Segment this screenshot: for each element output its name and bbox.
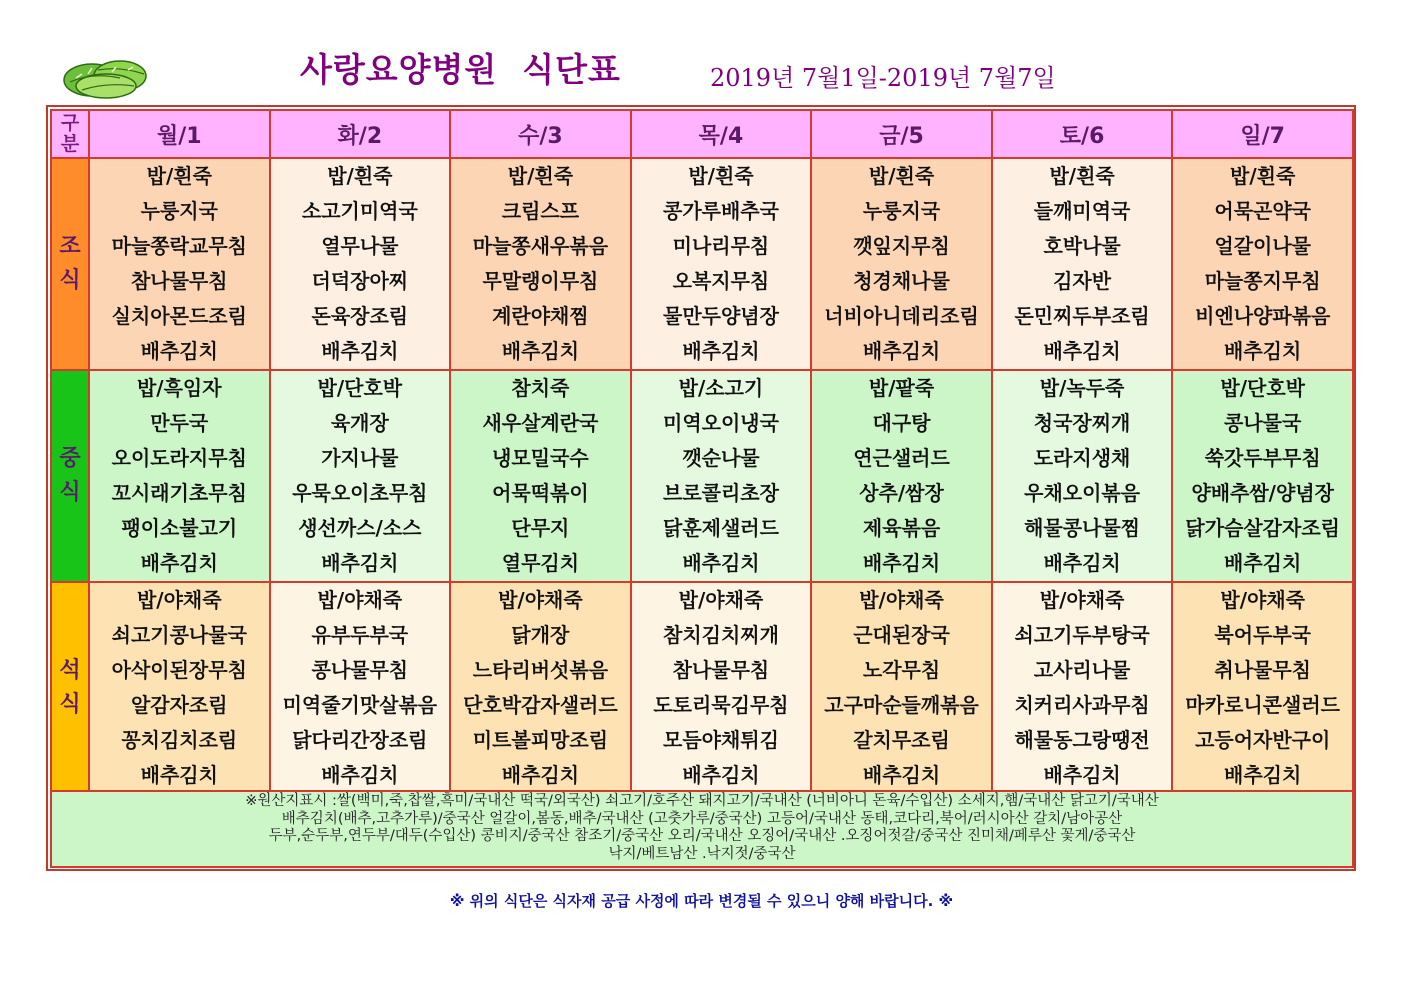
menu-cell [811, 370, 992, 582]
menu-cell [631, 582, 812, 794]
menu-item: 우묵오이초무침 [292, 481, 428, 505]
meal-category [51, 582, 89, 794]
category-header-label: 구분 [60, 112, 80, 155]
menu-item: 청국장찌개 [1033, 411, 1131, 435]
menu-item: 밥/흰죽 [327, 164, 393, 188]
origin-line: 낙지/베트남산 .낙지젓/중국산 [608, 845, 796, 862]
menu-cell [89, 582, 270, 794]
menu-item: 근대된장국 [853, 623, 950, 647]
menu-item: 배추김치 [862, 339, 941, 363]
menu-item: 우채오이볶음 [1024, 481, 1141, 505]
menu-item: 느타리버섯볶음 [472, 658, 609, 682]
menu-item: 밥/야채죽 [1039, 588, 1125, 612]
meal-category-label: 조식 [59, 234, 81, 293]
menu-item: 열무김치 [501, 551, 580, 575]
menu-item: 배추김치 [862, 763, 941, 787]
day-header: 월/1 [89, 110, 270, 158]
menu-item: 밥/흰죽 [688, 164, 754, 188]
menu-item: 어묵곤약국 [1214, 199, 1311, 223]
menu-item: 밥/야채죽 [678, 588, 764, 612]
menu-item: 배추김치 [682, 763, 760, 787]
menu-item: 콩나물무침 [311, 658, 409, 682]
day-header: 금/5 [811, 110, 992, 158]
menu-item: 깻순나물 [682, 446, 760, 470]
menu-item: 크림스프 [501, 199, 580, 223]
menu-item: 마늘쫑지무침 [1204, 269, 1321, 293]
menu-item: 누룽지국 [140, 199, 218, 223]
menu-item: 호박나물 [1043, 234, 1121, 258]
menu-item: 밥/팥죽 [868, 376, 935, 400]
meal-row [51, 370, 1353, 582]
origin-line: 배추김치(배추,고추가루)/중국산 얼갈이,봄동,배추/국내산 (고춧가루/중국산) 고등어/국내산 동태,코다리,북어/러시아산 갈치/남아공산 [281, 810, 1123, 827]
menu-cell [992, 158, 1173, 370]
notice-text: ※ 위의 식단은 식자재 공급 사정에 따라 변경될 수 있으니 양해 바랍니다. ※ [449, 892, 954, 910]
menu-item: 미역오이냉국 [663, 411, 779, 435]
menu-cell [450, 582, 631, 794]
menu-item: 미트볼피망조림 [472, 728, 609, 752]
menu-item: 생선까스/소스 [298, 516, 422, 540]
menu-item: 밥/야채죽 [1220, 588, 1305, 612]
menu-item: 배추김치 [501, 339, 580, 363]
menu-table [50, 109, 1354, 795]
menu-item: 도라지생채 [1033, 446, 1131, 470]
meal-row [51, 582, 1353, 794]
menu-item: 어묵떡볶이 [492, 481, 589, 505]
menu-item: 콩나물국 [1224, 411, 1302, 435]
menu-item: 밥/흰죽 [507, 164, 574, 188]
menu-item: 미나리무침 [672, 234, 770, 258]
menu-item: 배추김치 [1043, 339, 1121, 363]
menu-item: 밥/흑임자 [136, 376, 222, 400]
menu-item: 돈육장조림 [311, 304, 409, 328]
meal-category [51, 370, 89, 582]
menu-item: 김자반 [1053, 269, 1112, 293]
menu-item: 양배추쌈/양념장 [1191, 481, 1334, 505]
menu-item: 돈민찌두부조림 [1014, 304, 1150, 328]
menu-item: 가지나물 [321, 446, 399, 470]
menu-item: 쑥갓두부무침 [1204, 446, 1321, 470]
menu-item: 들깨미역국 [1033, 199, 1131, 223]
menu-item: 쇠고기콩나물국 [111, 623, 247, 647]
menu-item: 더덕장아찌 [311, 269, 409, 293]
menu-item: 깻잎지무침 [853, 234, 950, 258]
menu-cell [1172, 158, 1353, 370]
origin-line: ※원산지표시 :쌀(백미,죽,찹쌀,흑미/국내산 떡국/외국산) 쇠고기/호주산 돼지고기/국내산 (너비아니 돈육/수입산) 소세지,햄/국내산 닭고기/국내산 [245, 793, 1159, 809]
menu-item: 단호박감자샐러드 [463, 693, 618, 717]
menu-item: 마늘쫑락교무침 [111, 234, 247, 258]
menu-cell [89, 158, 270, 370]
origin-line: 두부,순두부,연두부/대두(수입산) 콩비지/중국산 참조기/중국산 오리/국내산 오징어/국내산 .오징어젓갈/중국산 진미채/페루산 꽃게/중국산 [268, 828, 1136, 844]
menu-item: 배추김치 [682, 339, 760, 363]
menu-item: 배추김치 [321, 551, 399, 575]
category-header [51, 110, 89, 158]
menu-item: 육개장 [330, 411, 389, 435]
origin-info [50, 790, 1354, 868]
menu-cell [1172, 582, 1353, 794]
menu-item: 북어두부국 [1214, 623, 1311, 647]
menu-item: 배추김치 [862, 551, 941, 575]
menu-item: 콩가루배추국 [663, 199, 779, 223]
menu-item: 고사리나물 [1033, 658, 1131, 682]
menu-item: 고등어자반구이 [1195, 728, 1331, 752]
menu-item: 배추김치 [1224, 339, 1302, 363]
menu-item: 해물동그랑땡전 [1014, 728, 1150, 752]
menu-item: 모듬야채튀김 [663, 728, 779, 752]
menu-cell [270, 582, 451, 794]
menu-item: 배추김치 [501, 763, 580, 787]
menu-item: 배추김치 [321, 339, 399, 363]
menu-item: 닭개장 [511, 623, 570, 647]
menu-item: 소고기미역국 [301, 199, 418, 223]
menu-item: 배추김치 [140, 763, 218, 787]
menu-item: 계란야채찜 [492, 304, 589, 328]
menu-cell [811, 582, 992, 794]
menu-item: 실치아몬드조림 [111, 304, 247, 328]
menu-item: 밥/단호박 [317, 376, 403, 400]
menu-item: 취나물무침 [1214, 658, 1311, 682]
menu-cell [811, 158, 992, 370]
menu-item: 꼬시래기초무침 [111, 481, 247, 505]
menu-item: 밥/단호박 [1220, 376, 1305, 400]
menu-item: 아삭이된장무침 [111, 658, 247, 682]
day-header: 수/3 [450, 110, 631, 158]
menu-item: 참치죽 [511, 376, 570, 400]
date-range: 2019년 7월1일-2019년 7월7일 [710, 64, 1056, 92]
menu-item: 밥/흰죽 [1049, 164, 1115, 188]
day-header: 일/7 [1172, 110, 1353, 158]
menu-item: 밥/흰죽 [146, 164, 212, 188]
menu-item: 밥/야채죽 [859, 588, 944, 612]
menu-item: 밥/야채죽 [317, 588, 403, 612]
menu-item: 배추김치 [1043, 763, 1121, 787]
meal-category-label: 석식 [59, 658, 81, 717]
menu-item: 갈치무조림 [853, 728, 950, 752]
meal-row [51, 158, 1353, 370]
menu-item: 얼갈이나물 [1214, 234, 1311, 258]
menu-item: 너비아니데리조림 [824, 304, 979, 328]
menu-item: 고구마순들깨볶음 [824, 693, 979, 717]
meal-category-label: 중식 [59, 446, 81, 505]
menu-item: 배추김치 [1224, 551, 1302, 575]
menu-item: 밥/야채죽 [498, 588, 583, 612]
menu-item: 만두국 [150, 411, 209, 435]
menu-item: 참치김치찌개 [663, 623, 779, 647]
menu-cell [450, 158, 631, 370]
menu-item: 배추김치 [682, 551, 760, 575]
menu-item: 제육볶음 [862, 516, 941, 540]
menu-item: 배추김치 [140, 339, 218, 363]
menu-item: 배추김치 [1224, 763, 1302, 787]
menu-item: 청경채나물 [853, 269, 950, 293]
menu-item: 마늘쫑새우볶음 [472, 234, 609, 258]
menu-item: 상추/쌈장 [859, 481, 944, 505]
menu-cell [450, 370, 631, 582]
menu-cell [270, 158, 451, 370]
menu-item: 배추김치 [140, 551, 218, 575]
menu-item: 밥/야채죽 [136, 588, 222, 612]
menu-cell [89, 370, 270, 582]
menu-item: 밥/녹두죽 [1039, 376, 1125, 400]
menu-item: 열무나물 [321, 234, 399, 258]
page-title: 사랑요양병원 식단표 [300, 50, 621, 89]
menu-item: 노각무침 [862, 658, 941, 682]
menu-item: 냉모밀국수 [492, 446, 589, 470]
menu-item: 밥/흰죽 [1230, 164, 1296, 188]
day-header-row [51, 110, 1353, 158]
meal-category [51, 158, 89, 370]
menu-item: 누룽지국 [862, 199, 941, 223]
menu-item: 해물콩나물찜 [1024, 516, 1141, 540]
menu-item: 알감자조림 [130, 693, 228, 717]
menu-item: 오복지무침 [672, 269, 770, 293]
menu-item: 마카로니콘샐러드 [1185, 693, 1340, 717]
menu-item: 물만두양념장 [663, 304, 779, 328]
menu-item: 치커리사과무침 [1014, 693, 1150, 717]
menu-item: 유부두부국 [311, 623, 409, 647]
menu-item: 비엔나양파볶음 [1195, 304, 1331, 328]
menu-cell [1172, 370, 1353, 582]
menu-item: 브로콜리초장 [663, 481, 779, 505]
day-header: 화/2 [270, 110, 451, 158]
menu-item: 배추김치 [321, 763, 399, 787]
menu-item: 무말랭이무침 [482, 269, 599, 293]
menu-item: 밥/소고기 [678, 376, 764, 400]
menu-item: 꽁치김치조림 [121, 728, 238, 752]
lettuce-leaves-icon [62, 52, 158, 102]
menu-item: 연근샐러드 [853, 446, 950, 470]
day-header: 목/4 [631, 110, 812, 158]
menu-item: 닭다리간장조림 [292, 728, 428, 752]
menu-cell [992, 370, 1173, 582]
day-header: 토/6 [992, 110, 1173, 158]
menu-item: 도토리묵김무침 [653, 693, 789, 717]
menu-item: 닭훈제샐러드 [663, 516, 779, 540]
menu-item: 팽이소불고기 [121, 516, 238, 540]
menu-item: 닭가슴살감자조림 [1185, 516, 1340, 540]
menu-cell [992, 582, 1173, 794]
menu-item: 새우살계란국 [482, 411, 599, 435]
menu-cell [270, 370, 451, 582]
menu-item: 밥/흰죽 [868, 164, 935, 188]
menu-item: 미역줄기맛살볶음 [282, 693, 438, 717]
menu-item: 배추김치 [1043, 551, 1121, 575]
menu-item: 오이도라지무침 [111, 446, 247, 470]
menu-item: 참나물무침 [672, 658, 770, 682]
menu-item: 대구탕 [872, 411, 931, 435]
menu-item: 참나물무침 [130, 269, 228, 293]
menu-item: 단무지 [511, 516, 570, 540]
menu-cell [631, 158, 812, 370]
menu-cell [631, 370, 812, 582]
menu-item: 쇠고기두부탕국 [1014, 623, 1150, 647]
